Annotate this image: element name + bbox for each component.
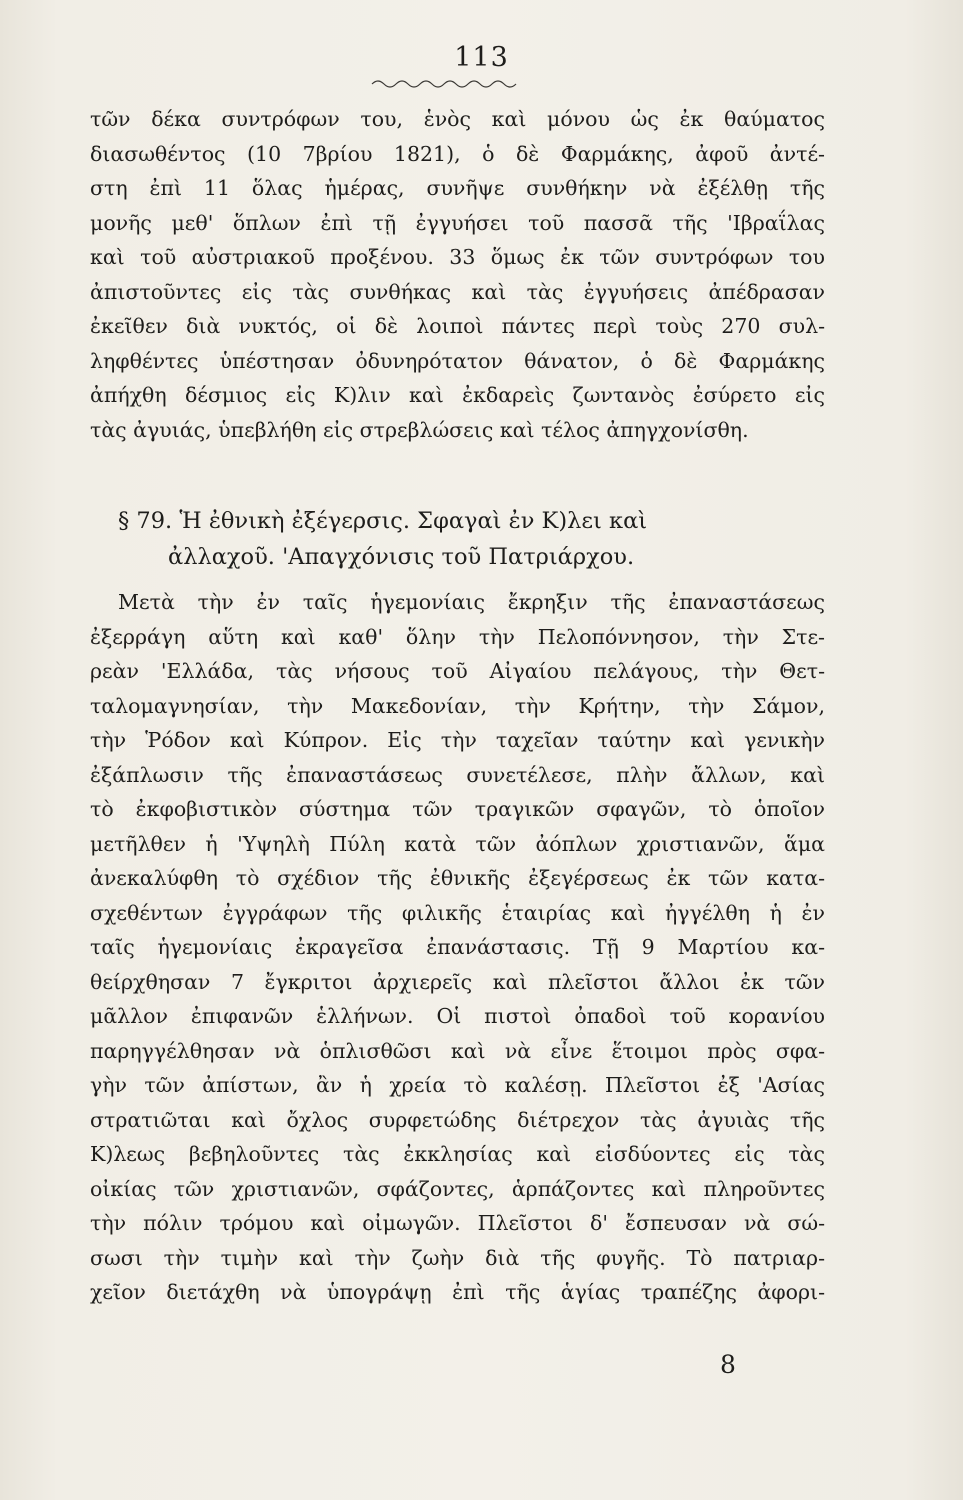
text-line: ρεὰν 'Ελλάδα, τὰς νήσους τοῦ Αἰγαίου πελάγους, τὴν Θετ- — [90, 659, 825, 683]
text-line: τὴν πόλιν τρόμου καὶ οἰμωγῶν. Πλεῖστοι δ' ἔσπευσαν νὰ σώ- — [90, 1211, 825, 1235]
text-line: ταλομαγνησίαν, τὴν Μακεδονίαν, τὴν Κρήτην, τὴν Σάμον, — [90, 693, 825, 718]
signature-mark: 8 — [720, 1350, 736, 1379]
text-line: μονῆς μεθ' ὅπλων ἐπὶ τῇ ἐγγυήσει τοῦ πασσᾶ τῆς 'Ιβραΐλας — [90, 210, 825, 235]
text-line: ταῖς ἡγεμονίαις ἐκραγεῖσα ἐπανάστασις. Τῇ 9 Μαρτίου κα- — [90, 935, 825, 959]
text-line: στρατιῶται καὶ ὄχλος συρφετώδης διέτρεχον τὰς ἀγυιὰς τῆς — [90, 1107, 825, 1132]
text-line: σωσι τὴν τιμὴν καὶ τὴν ζωὴν διὰ τῆς φυγῆς. Τὸ πατριαρ- — [90, 1245, 825, 1270]
text-line: ἐξάπλωσιν τῆς ἐπαναστάσεως συνετέλεσε, πλὴν ἄλλων, καὶ — [90, 762, 825, 787]
text-line: θείρχθησαν 7 ἔγκριτοι ἀρχιερεῖς καὶ πλεῖστοι ἄλλοι ἐκ τῶν — [90, 969, 825, 994]
heading-line: ἀλλαχοῦ. 'Απαγχόνισις τοῦ Πατριάρχου. — [168, 544, 635, 570]
paragraph-body — [90, 585, 825, 1310]
paragraph-continued — [90, 102, 825, 447]
text-line: τὴν Ῥόδον καὶ Κύπρον. Εἰς τὴν ταχεῖαν ταύτην καὶ γενικὴν — [90, 728, 825, 752]
heading-line: § 79. Ἡ ἐθνικὴ ἐξέγερσις. Σφαγαὶ ἐν Κ)λει καὶ — [118, 508, 648, 534]
text-line: διασωθέντος (10 7βρίου 1821), ὁ δὲ Φαρμάκης, ἀφοῦ ἀντέ- — [90, 141, 825, 166]
text-line: μετῆλθεν ἡ 'Υψηλὴ Πύλη κατὰ τῶν ἀόπλων χριστιανῶν, ἅμα — [90, 831, 825, 856]
text-line: ληφθέντες ὑπέστησαν ὀδυνηρότατον θάνατον, ὁ δὲ Φαρμάκης — [90, 348, 825, 373]
text-line: τὸ ἐκφοβιστικὸν σύστημα τῶν τραγικῶν σφαγῶν, τὸ ὁποῖον — [90, 797, 825, 821]
text-line: ἀπιστοῦντες εἰς τὰς συνθήκας καὶ τὰς ἐγγυήσεις ἀπέδρασαν — [90, 279, 825, 304]
text-line: Μετὰ τὴν ἐν ταῖς ἡγεμονίαις ἔκρηξιν τῆς ἐπαναστάσεως — [118, 590, 825, 614]
text-line: γὴν τῶν ἀπίστων, ἂν ἡ χρεία τὸ καλέσῃ. Πλεῖστοι ἐξ 'Ασίας — [90, 1073, 825, 1097]
text-line: ἐξερράγη αὕτη καὶ καθ' ὅλην τὴν Πελοπόννησον, τὴν Στε- — [90, 624, 825, 649]
text-line: στη ἐπὶ 11 ὅλας ἡμέρας, συνῆψε συνθήκην νὰ ἐξέλθῃ τῆς — [90, 176, 825, 200]
text-line: μᾶλλον ἐπιφανῶν ἑλλήνων. Οἱ πιστοὶ ὀπαδοὶ τοῦ κορανίου — [90, 1004, 825, 1028]
text-line: ἐκεῖθεν διὰ νυκτός, οἱ δὲ λοιποὶ πάντες περὶ τοὺς 270 συλ- — [90, 314, 825, 338]
text-line: ἀπήχθη δέσμιος εἰς Κ)λιν καὶ ἐκδαρεὶς ζωντανὸς ἐσύρετο εἰς — [90, 383, 825, 407]
text-line: χεῖον διετάχθη νὰ ὑπογράψῃ ἐπὶ τῆς ἁγίας τραπέζης ἀφορι- — [90, 1280, 825, 1304]
text-line: σχεθέντων ἐγγράφων τῆς φιλικῆς ἑταιρίας καὶ ἠγγέλθη ἡ ἐν — [90, 900, 825, 925]
text-line: ἀνεκαλύφθη τὸ σχέδιον τῆς ἐθνικῆς ἐξεγέρσεως ἐκ τῶν κατα- — [90, 866, 825, 890]
text-line: Κ)λεως βεβηλοῦντες τὰς ἐκκλησίας καὶ εἰσδύοντες εἰς τὰς — [90, 1142, 825, 1166]
section-heading — [118, 503, 818, 575]
text-line: τῶν δέκα συντρόφων του, ἑνὸς καὶ μόνου ὡς ἐκ θαύματος — [90, 107, 825, 131]
page-number: 113 — [454, 42, 509, 73]
text-line: τὰς ἀγυιάς, ὑπεβλήθη εἰς στρεβλώσεις καὶ τέλος ἀπηγχονίσθη. — [90, 417, 749, 442]
text-line: καὶ τοῦ αὐστριακοῦ προξένου. 33 ὅμως ἐκ τῶν συντρόφων του — [90, 245, 825, 269]
text-line: παρηγγέλθησαν νὰ ὁπλισθῶσι καὶ νὰ εἶνε ἕτοιμοι πρὸς σφα- — [90, 1038, 825, 1063]
ornament-divider — [370, 76, 520, 88]
text-line: οἰκίας τῶν χριστιανῶν, σφάζοντες, ἁρπάζοντες καὶ πληροῦντες — [90, 1176, 825, 1201]
